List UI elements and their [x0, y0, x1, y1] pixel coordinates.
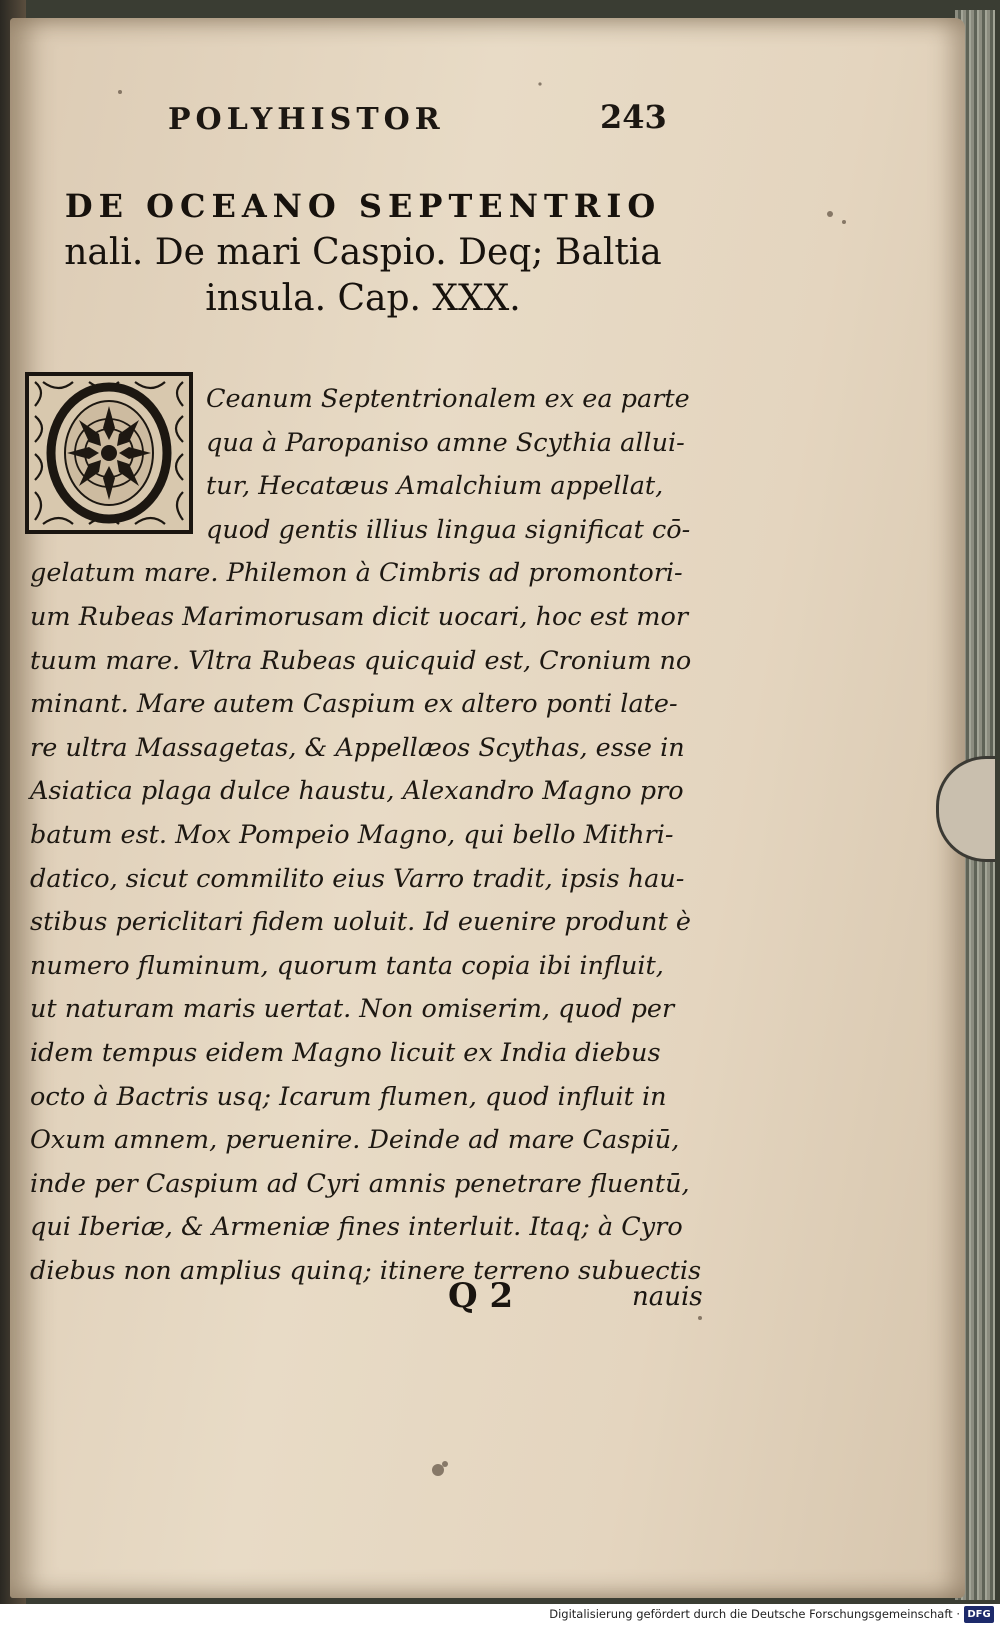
text-line: datico, sicut commilito eius Varro tradit, ipsis hau- [30, 863, 685, 894]
text-line: Asiatica plaga dulce haustu, Alexandro Magno pro [30, 776, 684, 807]
chapter-heading-line: insula. Cap. XXX. [205, 278, 521, 319]
text-line: stibus periclitari fidem uoluit. Id euenire produnt è [30, 907, 691, 938]
text-line: qui Iberiæ, & Armeniæ fines interluit. Itaq; à Cyro [30, 1212, 683, 1243]
dfg-logo: DFG [964, 1606, 994, 1623]
text-line: Oxum amnem, peruenire. Deinde ad mare Caspiū, [30, 1125, 680, 1156]
text-line: tur, Hecatæus Amalchium appellat, [206, 471, 664, 502]
running-title: POLYHISTOR [168, 102, 445, 137]
chapter-heading-line: DE OCEANO SEPTENTRIO [64, 187, 662, 225]
page-number: 243 [600, 98, 667, 136]
text-line: qua à Paropaniso amne Scythia allui- [206, 427, 685, 458]
text-line: quod gentis illius lingua significat cō- [206, 514, 691, 545]
text-line: um Rubeas Marimorusam dicit uocari, hoc est mor [30, 601, 689, 632]
catchword: nauis [632, 1282, 703, 1312]
text-line: idem tempus eidem Magno licuit ex India diebus [30, 1037, 661, 1068]
text-line: Ceanum Septentrionalem ex ea parte [206, 384, 690, 414]
text-line: numero fluminum, quorum tanta copia ibi influit, [30, 950, 664, 981]
text-line: batum est. Mox Pompeio Magno, qui bello Mithri- [30, 819, 674, 850]
chapter-heading-line: nali. De mari Caspio. Deq; Baltia [64, 232, 662, 273]
text-line: inde per Caspium ad Cyri amnis penetrare fluentū, [30, 1168, 690, 1199]
text-line: diebus non amplius quinq; itinere terreno subuectis [30, 1255, 702, 1286]
text-line: octo à Bactris usq; Icarum flumen, quod influit in [30, 1081, 667, 1112]
digitization-credit: Digitalisierung gefördert durch die Deutsche Forschungsgemeinschaft · [549, 1607, 960, 1621]
text-line: gelatum mare. Philemon à Cimbris ad promontori- [30, 558, 683, 589]
signature-mark: Q 2 [448, 1276, 514, 1316]
text-line: minant. Mare autem Caspium ex altero ponti late- [30, 689, 678, 720]
text-line: tuum mare. Vltra Rubeas quicquid est, Cronium no [30, 645, 692, 676]
text-line: re ultra Massagetas, & Appellæos Scythas, esse in [30, 732, 685, 763]
text-line: ut naturam maris uertat. Non omiserim, quod per [30, 994, 675, 1025]
